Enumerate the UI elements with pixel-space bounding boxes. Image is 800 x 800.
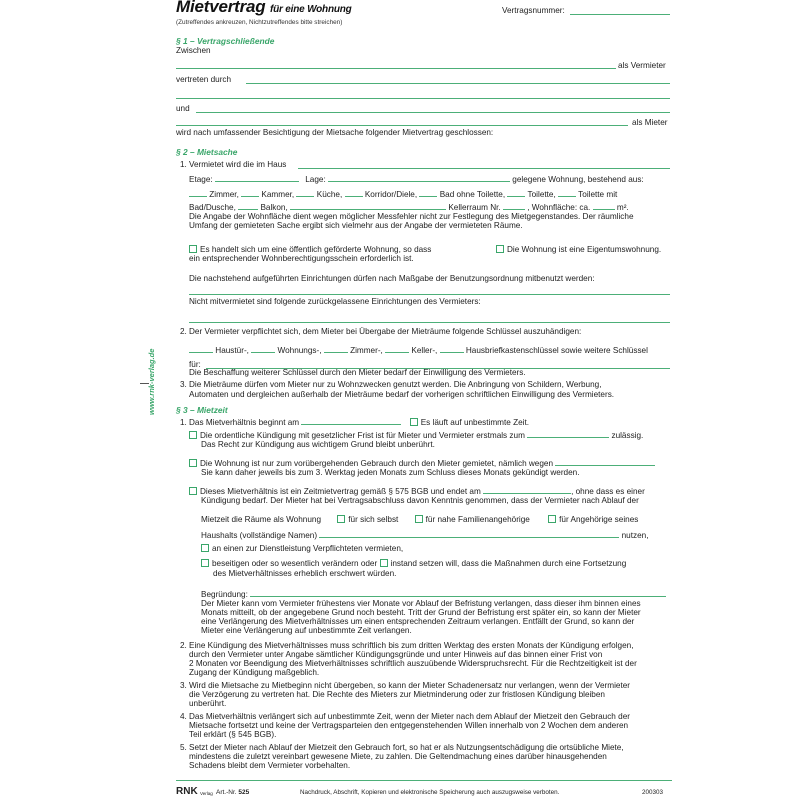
extension-text-2: Mietsache fortsetzt und keine der Vertragsparteien den entgegenstehenden Willen innerhalb von 2 Wochen dem anderen <box>189 721 629 730</box>
reason-field[interactable] <box>250 596 666 597</box>
and-label: und <box>176 104 190 113</box>
not-rented-field[interactable] <box>189 322 670 323</box>
fold-mark <box>140 383 149 384</box>
house-field[interactable] <box>298 168 670 169</box>
public-housing-checkbox[interactable] <box>189 245 197 253</box>
self-use-checkbox[interactable] <box>337 515 345 523</box>
as-landlord-label: als Vermieter <box>618 61 666 70</box>
extension-text-3: Teil erklärt (§ 545 BGB). <box>189 730 277 739</box>
section-3-heading: § 3 – Mietzeit <box>176 405 228 415</box>
as-tenant-label: als Mieter <box>632 118 668 127</box>
temporary-use-checkbox[interactable] <box>189 459 197 467</box>
handover-text-3: unberührt. <box>189 699 227 708</box>
representative-field-2[interactable] <box>176 98 670 99</box>
conclusion-text: wird nach umfassender Besichtigung der Mietsache folgender Mietvertrag geschlossen: <box>176 128 494 137</box>
reason-text-4: Mieter eine Verlängerung auf unbestimmte Zeit verlangen. <box>201 626 412 635</box>
item-number: 3. <box>180 681 187 690</box>
side-url <box>136 335 166 455</box>
front-door-keys-field[interactable] <box>189 352 213 353</box>
remove-note: des Mietverhältnisses erheblich erschwert würden. <box>213 569 397 578</box>
household-use-checkbox[interactable] <box>548 515 556 523</box>
compensation-text-2: mindestens die zuletzt vereinbart gewesene Miete, zu zahlen. Die Geltendmachung eines darüber hinausgehenden <box>189 752 607 761</box>
item-number: 5. <box>180 743 187 752</box>
apartment-keys-field[interactable] <box>251 352 275 353</box>
copyright-notice: Nachdruck, Abschrift, Kopieren und elektronische Speicherung auch auszugsweise verboten. <box>300 789 560 796</box>
item-number: 2. <box>180 641 187 650</box>
notice-text-1: Eine Kündigung des Mietverhältnisses muss schriftlich bis zum dritten Werktag des ersten Monats der Kündigung erfolgen, <box>189 641 634 650</box>
keys-for-label: für: <box>189 360 201 369</box>
floor-row: Etage: Lage: gelegene Wohnung, bestehend aus: <box>189 175 644 184</box>
landlord-field[interactable] <box>176 68 616 69</box>
remove-checkbox[interactable] <box>201 559 209 567</box>
cellar-number-field[interactable] <box>503 209 525 210</box>
service-option: an einen zur Dienstleistung Verpflichteten vermieten, <box>201 544 403 554</box>
item-number: 3. <box>180 380 187 389</box>
fixed-term-checkbox[interactable] <box>189 487 197 495</box>
representative-field[interactable] <box>246 83 670 84</box>
balcony-count-field[interactable] <box>238 209 258 210</box>
start-date-field[interactable] <box>301 424 401 425</box>
start-date-row: Das Mietverhältnis beginnt am Es läuft auf unbestimmte Zeit. <box>189 418 530 427</box>
extra-rooms-field[interactable] <box>290 209 446 210</box>
chamber-count-field[interactable] <box>241 196 259 197</box>
instructions: (Zutreffendes ankreuzen, Nichtzutreffendes bitte streichen) <box>176 19 343 26</box>
fixed-term-use-row: Mietzeit die Räume als Wohnung für sich selbst für nahe Familienangehörige für Angehörige seines <box>201 515 639 524</box>
footer <box>176 780 672 800</box>
mailbox-keys-field[interactable] <box>440 352 464 353</box>
handover-text-1: Wird die Mietsache zu Mietbeginn nicht übergeben, so kann der Mieter Schadenersatz nur verlangen, wenn der Vermieter <box>189 681 631 690</box>
section-1-heading: § 1 – Vertragschließende <box>176 36 275 46</box>
household-row: Haushalts (vollständige Namen) nutzen, <box>201 531 649 540</box>
household-names-field[interactable] <box>319 537 619 538</box>
reason-text-3: eine Verlängerung des Mietverhältnisses um einen entsprechenden Zeitraum verlangen. Entfällt der Grund, so kann der <box>201 617 635 626</box>
floor-field[interactable] <box>215 181 299 182</box>
compensation-text-3: Schadens bleibt dem Vermieter vorbehalten. <box>189 761 351 770</box>
section-2-heading: § 2 – Mietsache <box>176 147 238 157</box>
document-subtitle: für eine Wohnung <box>269 4 352 15</box>
notice-text-2: durch den Vermieter unter Angabe sämtlicher Kündigungsgründe und unter Hinweis auf das binnen einer Frist von <box>189 650 603 659</box>
keys-row: Haustür-, Wohnungs-, Zimmer-, Keller-, Hausbriefkastenschlüssel sowie weitere Schlüssel <box>189 346 648 356</box>
first-termination-date-field[interactable] <box>527 437 609 438</box>
area-note-2: Umfang der gemieteten Sache ergibt sich vielmehr aus der Angabe der vermieteten Räume. <box>189 221 523 230</box>
reason-text-2: Monats mitteilt, ob der angegebene Grund noch besteht. Tritt der Grund der Befristung erst später ein, so kann der Mieter <box>201 608 641 617</box>
unlimited-checkbox[interactable] <box>410 418 418 426</box>
fixed-term-end-field[interactable] <box>483 493 571 494</box>
handover-text-2: die Verzögerung zu vertreten hat. Die Rechte des Mieters zur Mietminderung oder zur fristlosen Kündigung bleiben <box>189 690 605 699</box>
termination-note: Das Recht zur Kündigung aus wichtigem Grund bleibt unberührt. <box>201 440 435 449</box>
extension-text-1: Das Mietverhältnis verlängert sich auf unbestimmte Zeit, wenn der Mieter nach dem Ablauf der Mietzeit den Gebrauch der <box>189 712 630 721</box>
location-field[interactable] <box>328 181 510 182</box>
keys-intro: Der Vermieter verpflichtet sich, dem Mieter bei Übergabe der Mieträume folgende Schlüssel auszuhändigen: <box>189 327 582 336</box>
keys-note: Die Beschaffung weiterer Schlüssel durch den Mieter bedarf der Einwilligung des Vermieters. <box>189 368 526 377</box>
toilet-with-count-field[interactable] <box>558 196 576 197</box>
usage-line-2: Automaten und dergleichen außerhalb der Mieträume bedarf der vorherigen schriftlichen Einwilligung des Vermieters. <box>189 390 615 399</box>
temporary-use-note: Sie kann daher jeweils bis zum 3. Werktag jeden Monats zum Schluss dieses Monats gekündigt werden. <box>201 468 580 477</box>
logo-sub: Verlag <box>199 791 213 796</box>
item-number: 1. <box>180 160 187 169</box>
compensation-text-1: Setzt der Mieter nach Ablauf der Mietzeit den Gebrauch fort, so hat er als Nutzungsentschädigung die ortsübliche Miete, <box>189 743 624 752</box>
usage-line-1: Die Mieträume dürfen vom Mieter nur zu Wohnzwecken genutzt werden. Die Anbringung von Schildern, Werbung, <box>189 380 602 389</box>
notice-text-4: Zugang der Kündigung maßgeblich. <box>189 668 320 677</box>
room-count-field[interactable] <box>189 196 207 197</box>
tenant-field[interactable] <box>196 112 670 113</box>
bath-count-field[interactable] <box>419 196 437 197</box>
termination-checkbox[interactable] <box>189 431 197 439</box>
area-field[interactable] <box>593 209 615 210</box>
toilet-count-field[interactable] <box>507 196 525 197</box>
form-code: 200303 <box>642 789 664 796</box>
reason-row: Begründung: <box>201 590 666 600</box>
item-number: 2. <box>180 327 187 336</box>
fixed-term-option: Dieses Mietverhältnis ist ein Zeitmietvertrag gemäß § 575 BGB und endet am , ohne dass es einer <box>189 487 645 497</box>
shared-facilities-label: Die nachstehend aufgeführten Einrichtungen dürfen nach Maßgabe der Benutzungsordnung mitbenutzt werden: <box>189 274 595 283</box>
publisher-logo: RNK Verlag <box>176 786 213 797</box>
public-housing-note: ein entsprechender Wohnberechtigungsschein erforderlich ist. <box>189 254 414 263</box>
repair-checkbox[interactable] <box>380 559 388 567</box>
cellar-keys-field[interactable] <box>385 352 409 353</box>
public-housing-option: Es handelt sich um eine öffentlich geförderte Wohnung, so dass <box>189 245 431 255</box>
bath-row: Bad/Dusche, Balkon, Kellerraum Nr. , Wohnfläche: ca. m². <box>189 203 629 212</box>
area-note-1: Die Angabe der Wohnfläche dient wegen möglicher Messfehler nicht zur Festlegung des Mietgegenstandes. Der räumliche <box>189 212 634 221</box>
tenant-field-2[interactable] <box>176 125 628 126</box>
corridor-count-field[interactable] <box>345 196 363 197</box>
condominium-option: Die Wohnung ist eine Eigentumswohnung. <box>496 245 661 255</box>
represented-label: vertreten durch <box>176 75 232 84</box>
notice-text-3: 2 Monaten vor Beendigung des Mietverhältnisses schriftlich auszuübende Widerspruchsrecht. Für die Rechtzeitigkeit ist der <box>189 659 637 668</box>
remove-option: beseitigen oder so wesentlich verändern oder instand setzen will, dass die Maßnahmen durch eine Fortsetzung <box>201 559 626 569</box>
reason-text-1: Der Mieter kann vom Vermieter frühestens vier Monate vor Ablauf der Befristung verlangen, dass dieser ihm binnen eines <box>201 599 641 608</box>
contract-number: Vertragsnummer: <box>502 6 565 15</box>
family-use-checkbox[interactable] <box>415 515 423 523</box>
contract-page <box>176 0 672 800</box>
item-number: 1. <box>180 418 187 427</box>
item-number: 4. <box>180 712 187 721</box>
article-number: Art.-Nr. 525 <box>216 789 250 796</box>
publisher-url: www.rnk-verlag.de <box>147 348 156 415</box>
contract-number-field[interactable] <box>570 14 670 15</box>
temporary-reason-field[interactable] <box>555 465 655 466</box>
between-label: Zwischen <box>176 46 211 55</box>
document-title: Mietvertrag für eine Wohnung <box>176 0 352 16</box>
rented-in-house: Vermietet wird die im Haus <box>189 160 287 169</box>
temporary-use-option: Die Wohnung ist nur zum vorübergehenden Gebrauch durch den Mieter gemietet, nämlich wegen <box>189 459 655 469</box>
termination-option: Die ordentliche Kündigung mit gesetzlicher Frist ist für Mieter und Vermieter erstmals zum zulässig. <box>189 431 643 441</box>
room-keys-field[interactable] <box>324 352 348 353</box>
kitchen-count-field[interactable] <box>296 196 314 197</box>
shared-facilities-field[interactable] <box>189 294 670 295</box>
not-rented-label: Nicht mitvermietet sind folgende zurückgelassene Einrichtungen des Vermieters: <box>189 297 481 306</box>
condominium-checkbox[interactable] <box>496 245 504 253</box>
fixed-term-line-2: Kündigung bedarf. Der Mieter hat bei Vertragsabschluss davon Kenntnis genommen, dass der Vermieter nach Ablauf der <box>201 496 639 505</box>
rooms-row: Zimmer, Kammer, Küche, Korridor/Diele, Bad ohne Toilette, Toilette, Toilette mit <box>189 190 617 200</box>
service-checkbox[interactable] <box>201 544 209 552</box>
